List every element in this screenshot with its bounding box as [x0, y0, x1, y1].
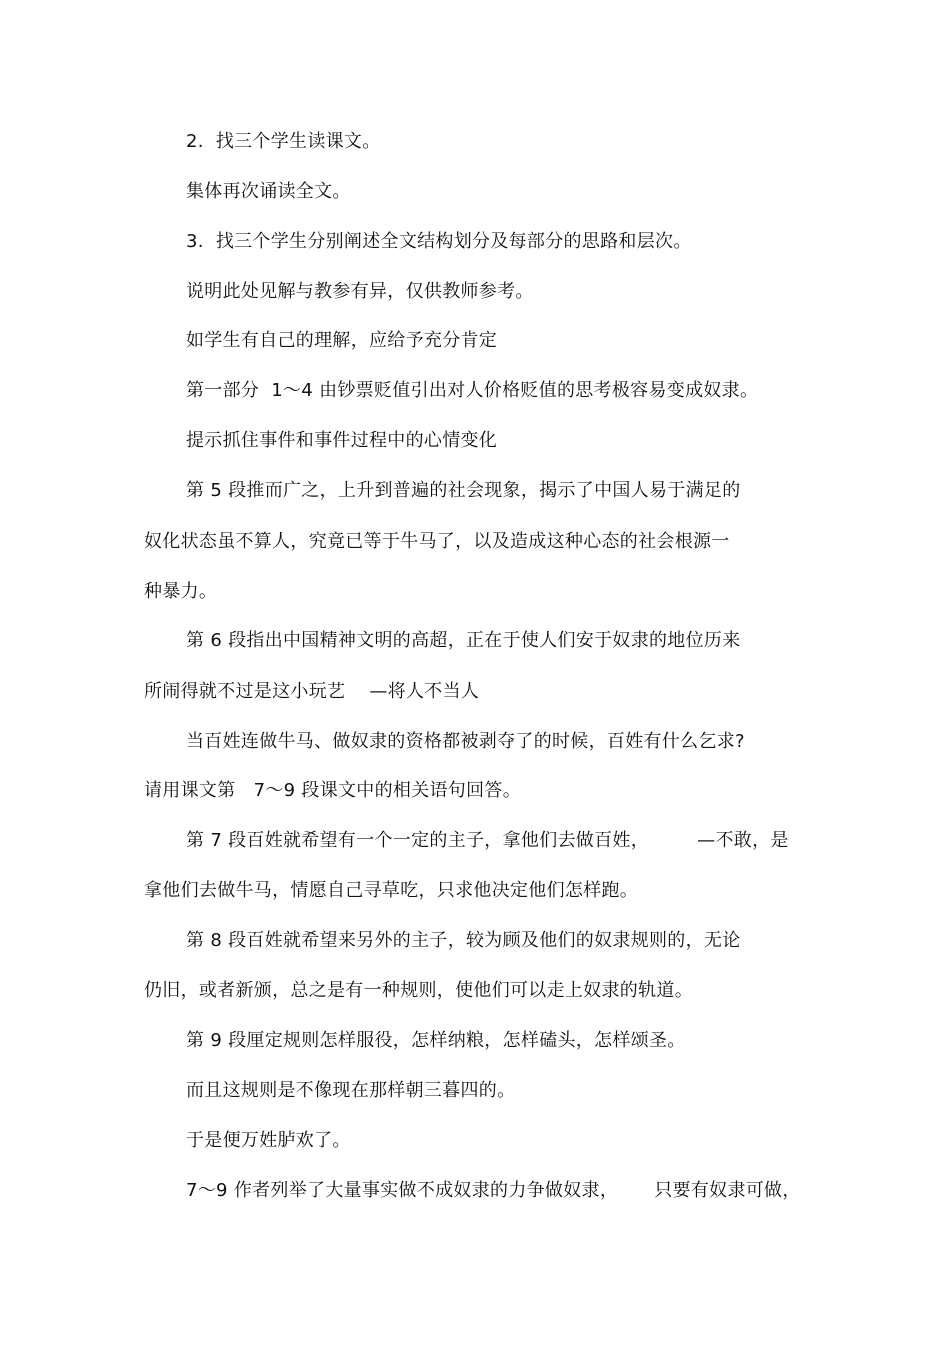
paragraph-line: 奴化状态虽不算人，究竟已等于牛马了，以及造成这种心态的社会根源一 [144, 531, 730, 552]
paragraph-line: 仍旧，或者新颁，总之是有一种规则，使他们可以走上奴隶的轨道。 [144, 980, 693, 1001]
paragraph-line: 请用课文第 7～9 段课文中的相关语句回答。 [144, 780, 521, 801]
paragraph-line: 于是便万姓胪欢了。 [186, 1130, 351, 1151]
paragraph-line: 提示抓住事件和事件过程中的心情变化 [186, 430, 498, 451]
paragraph-line: 种暴力。 [144, 581, 218, 602]
paragraph-line: 如学生有自己的理解，应给予充分肯定 [186, 330, 498, 351]
paragraph-line: 集体再次诵读全文。 [186, 181, 351, 202]
paragraph-line: 第 6 段指出中国精神文明的高超，正在于使人们安于奴隶的地位历来 [186, 630, 741, 651]
paragraph-line: 而且这规则是不像现在那样朝三暮四的。 [186, 1080, 516, 1101]
paragraph-line: 第 8 段百姓就希望来另外的主子，较为顾及他们的奴隶规则的，无论 [186, 930, 741, 951]
paragraph-line: 第 5 段推而广之，上升到普遍的社会现象，揭示了中国人易于满足的 [186, 480, 741, 501]
paragraph-line: 第 9 段厘定规则怎样服役，怎样纳粮，怎样磕头，怎样颂圣。 [186, 1030, 686, 1051]
paragraph-line: 所闹得就不过是这小玩艺 —将人不当人 [144, 681, 480, 702]
paragraph-line: 拿他们去做牛马，情愿自己寻草吃，只求他决定他们怎样跑。 [144, 880, 639, 901]
paragraph-line: 当百姓连做牛马、做奴隶的资格都被剥夺了的时候，百姓有什么乞求? [186, 731, 745, 752]
paragraph-line: 第一部分 1～4 由钞票贬值引出对人价格贬值的思考极容易变成奴隶。 [186, 380, 759, 401]
paragraph-line: 2. 找三个学生读课文。 [186, 131, 381, 152]
paragraph-line: 说明此处见解与教参有异，仅供教师参考。 [186, 281, 534, 302]
paragraph-line: 3. 找三个学生分别阐述全文结构划分及每部分的思路和层次。 [186, 231, 692, 252]
paragraph-line: 第 7 段百姓就希望有一个一定的主子，拿他们去做百姓， —不敢，是 [186, 830, 789, 851]
paragraph-line: 7～9 作者列举了大量事实做不成奴隶的力争做奴隶， 只要有奴隶可做， [186, 1180, 801, 1201]
